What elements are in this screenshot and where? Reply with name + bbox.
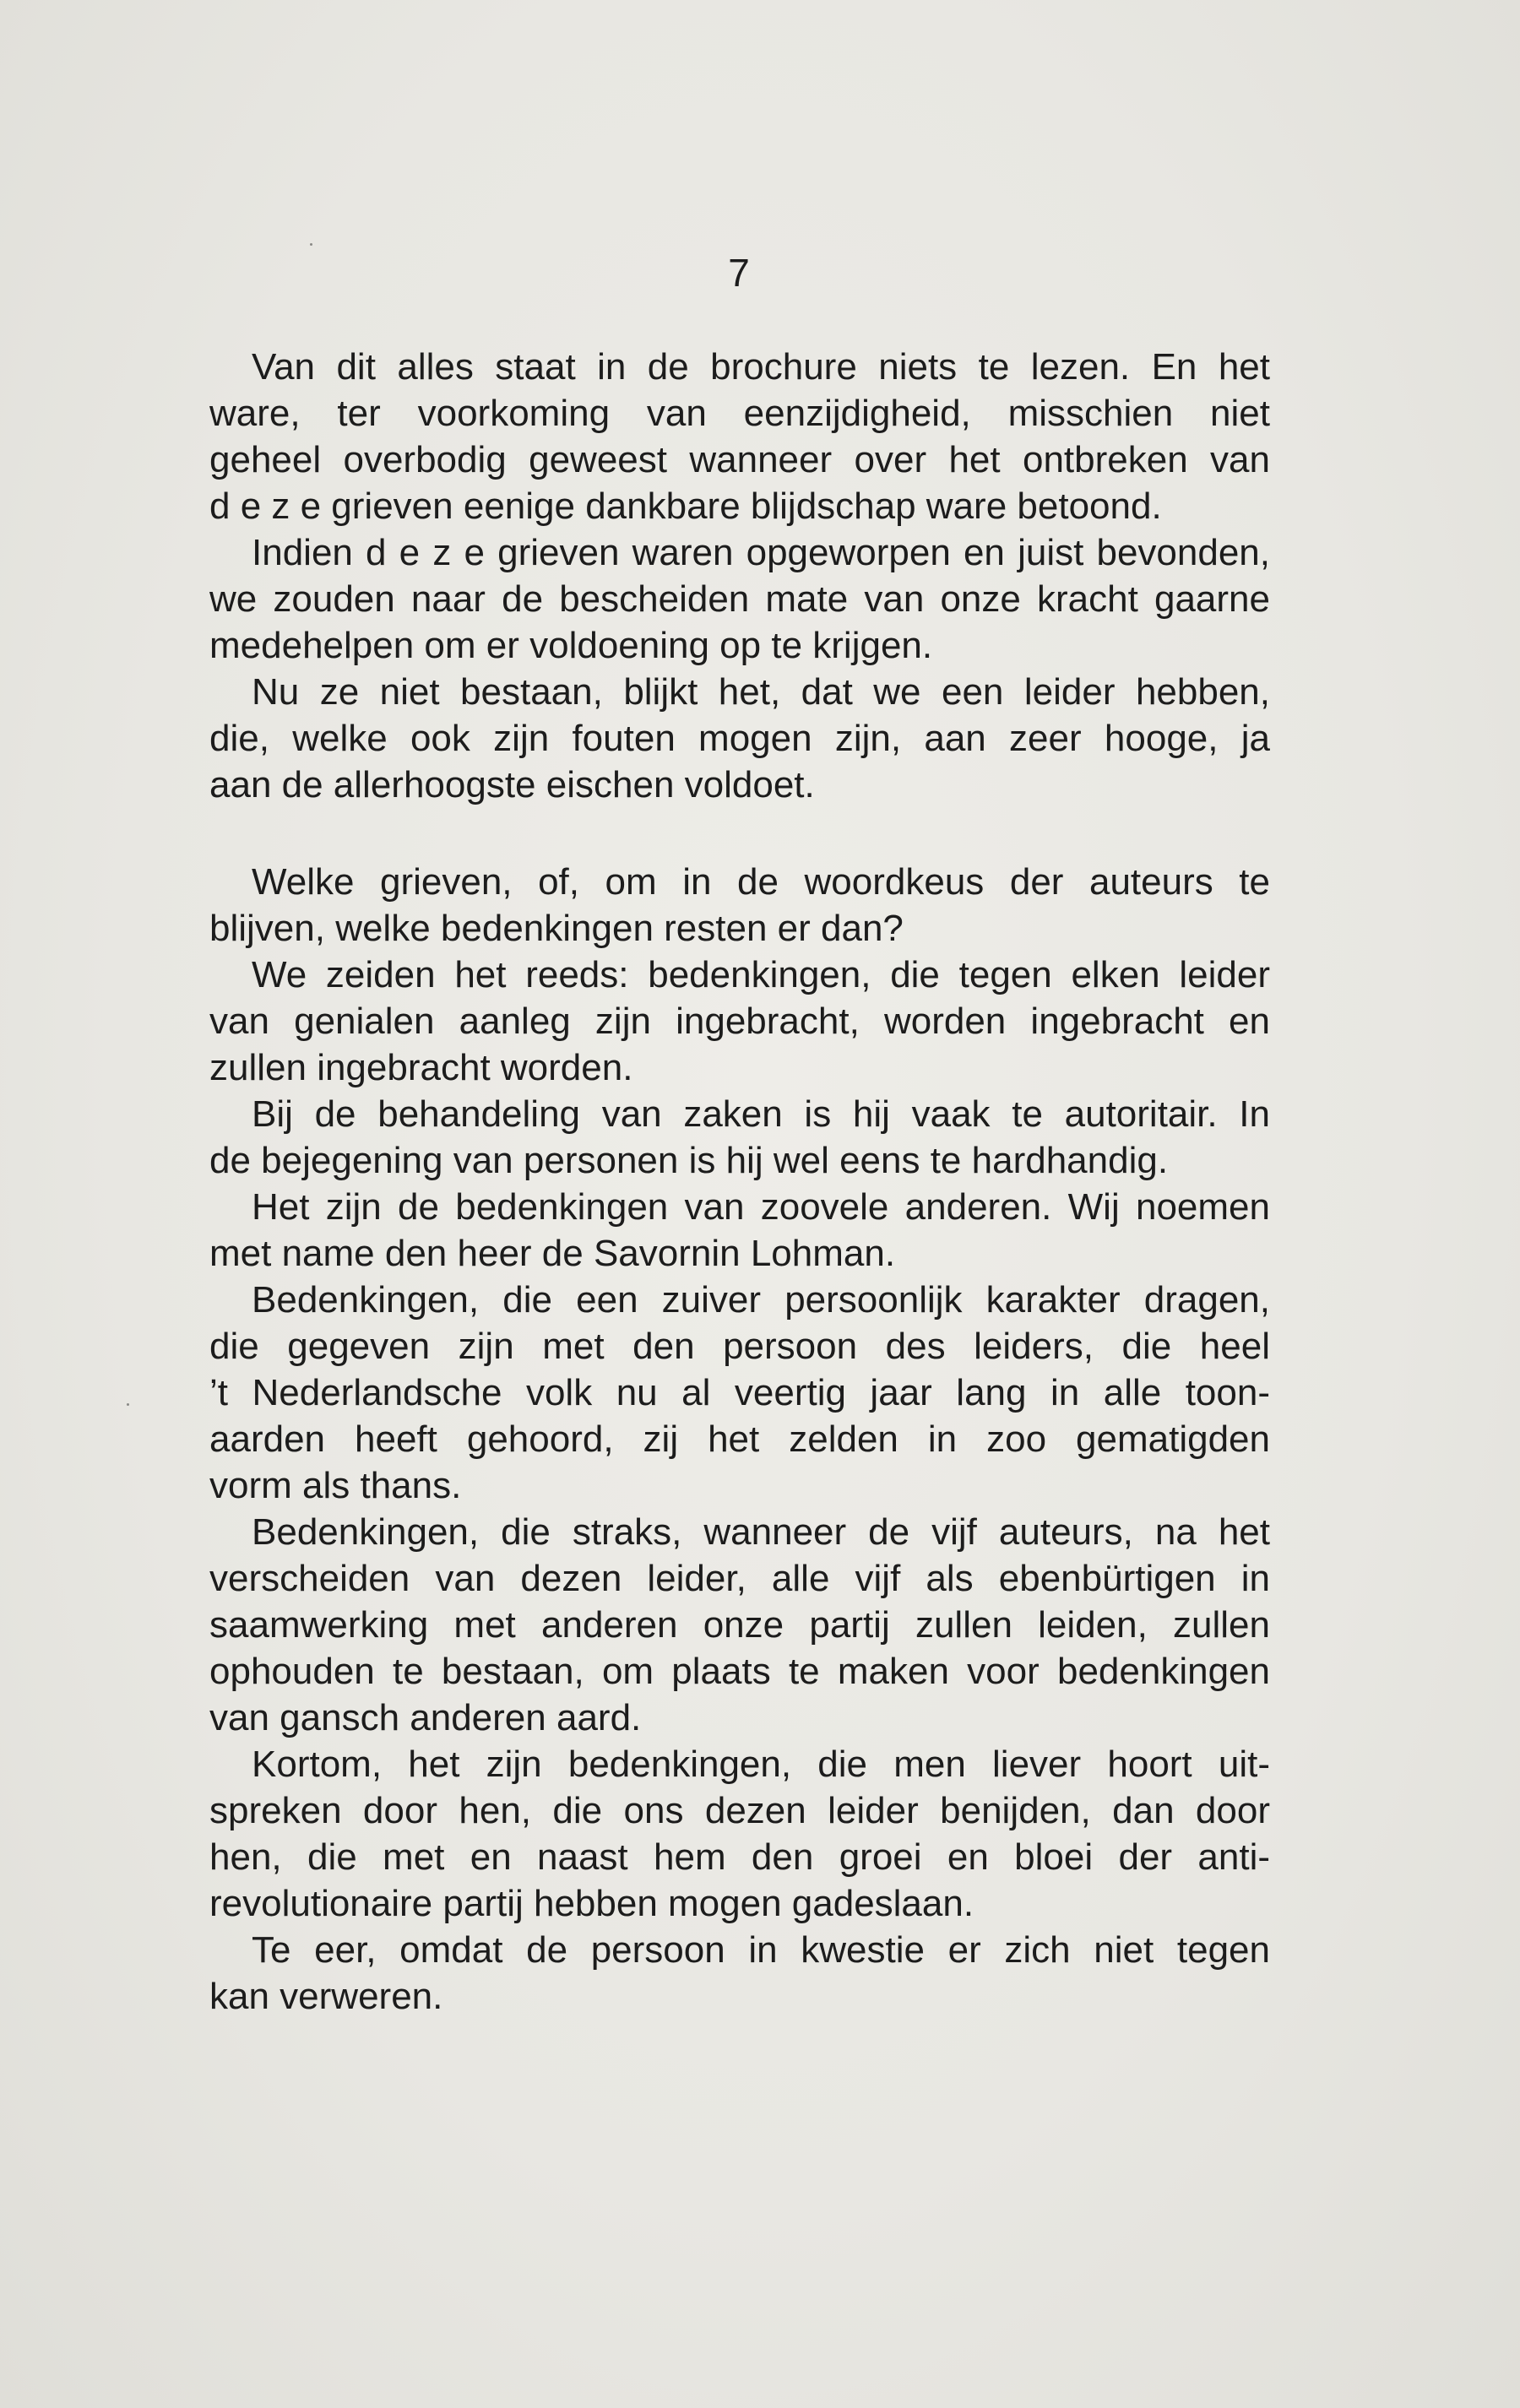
text-line: Bedenkingen, die straks, wanneer de vijf auteurs, na het: [252, 1511, 1270, 1553]
text-line: Van dit alles staat in de brochure niets te lezen. En het: [252, 346, 1270, 388]
text-line: vorm als thans.: [209, 1465, 462, 1506]
text-line: Nu ze niet bestaan, blijkt het, dat we een leider hebben,: [252, 671, 1270, 713]
text-line: ’t Nederlandsche volk nu al veertig jaar lang in alle toon-: [209, 1372, 1270, 1413]
text-line: hen, die met en naast hem den groei en bloei der anti-: [209, 1836, 1270, 1878]
text-line: verscheiden van dezen leider, alle vijf als ebenbürtigen in: [209, 1558, 1270, 1599]
text-line: van gansch anderen aard.: [209, 1697, 642, 1738]
text-line: aarden heeft gehoord, zij het zelden in zoo gematigden: [209, 1418, 1270, 1460]
text-line: revolutionaire partij hebben mogen gadeslaan.: [209, 1883, 974, 1924]
text-line: Te eer, omdat de persoon in kwestie er zich niet tegen: [252, 1929, 1270, 1971]
text-line: Kortom, het zijn bedenkingen, die men liever hoort uit-: [252, 1744, 1270, 1785]
paragraph: [209, 1509, 1270, 1741]
text-line: We zeiden het reeds: bedenkingen, die tegen elken leider: [252, 954, 1270, 995]
paragraph: [209, 952, 1270, 1091]
paragraph: [209, 1277, 1270, 1509]
text-line: we zouden naar de bescheiden mate van onze kracht gaarne: [209, 578, 1270, 620]
text-line: die gegeven zijn met den persoon des leiders, die heel: [209, 1326, 1270, 1367]
paper-speck: [310, 243, 312, 246]
text-line: de bejegening van personen is hij wel eens te hardhandig.: [209, 1140, 1169, 1181]
text-line: aan de allerhoogste eischen voldoet.: [209, 764, 815, 805]
paragraph: [209, 1184, 1270, 1277]
text-line: Bedenkingen, die een zuiver persoonlijk karakter dragen,: [252, 1279, 1270, 1321]
text-line: zullen ingebracht worden.: [209, 1047, 633, 1088]
text-line: spreken door hen, die ons dezen leider benijden, dan door: [209, 1790, 1270, 1831]
text-line: Welke grieven, of, om in de woordkeus der auteurs te: [252, 861, 1270, 903]
text-line: ware, ter voorkoming van eenzijdigheid, misschien niet: [209, 393, 1270, 434]
text-line: saamwerking met anderen onze partij zullen leiden, zullen: [209, 1604, 1270, 1646]
text-line: Bij de behandeling van zaken is hij vaak te autoritair. In: [252, 1093, 1270, 1135]
text-line: die, welke ook zijn fouten mogen zijn, aan zeer hooge, ja: [209, 718, 1270, 759]
text-line: geheel overbodig geweest wanneer over het ontbreken van: [209, 439, 1270, 480]
paragraph: [209, 1927, 1270, 2020]
paragraph: [209, 859, 1270, 952]
paragraph: [209, 1091, 1270, 1184]
text-line: Indien d e z e grieven waren opgeworpen en juist bevonden,: [252, 532, 1270, 573]
text-line: kan verweren.: [209, 1976, 443, 2017]
text-line: met name den heer de Savornin Lohman.: [209, 1233, 896, 1274]
text-line: Het zijn de bedenkingen van zoovele anderen. Wij noemen: [252, 1186, 1270, 1228]
page-number: 7: [728, 251, 750, 295]
text-line: ophouden te bestaan, om plaats te maken voor bedenkingen: [209, 1651, 1270, 1692]
paragraph: [209, 1741, 1270, 1927]
text-line: d e z e grieven eenige dankbare blijdschap ware betoond.: [209, 485, 1162, 527]
text-line: blijven, welke bedenkingen resten er dan?: [209, 908, 904, 949]
paragraph: [209, 669, 1270, 808]
paper-speck: [127, 1403, 129, 1406]
text-line: medehelpen om er voldoening op te krijgen.: [209, 625, 933, 666]
section-break: [209, 808, 1270, 859]
body-text: [209, 344, 1270, 2020]
text-line: van genialen aanleg zijn ingebracht, worden ingebracht en: [209, 1001, 1270, 1042]
paragraph: [209, 344, 1270, 529]
paragraph: [209, 529, 1270, 669]
